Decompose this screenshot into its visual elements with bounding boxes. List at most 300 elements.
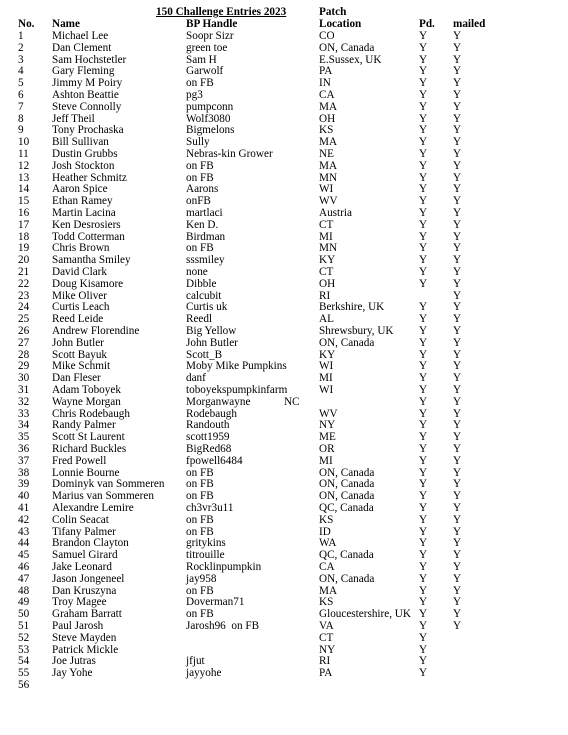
entry-number: 47 <box>18 572 30 585</box>
entry-name: Steve Connolly <box>52 100 122 113</box>
header-handle: BP Handle <box>186 18 238 30</box>
table-row <box>0 220 568 232</box>
entry-handle: calcubit <box>186 289 222 302</box>
entry-mailed: Y <box>453 77 462 90</box>
entry-name: Marius van Sommeren <box>52 490 154 503</box>
entry-paid: Y <box>419 513 428 526</box>
entry-handle: Jarosh96 on FB <box>186 620 260 632</box>
entry-location: CT <box>319 266 334 278</box>
entry-handle: Rocklinpumpkin <box>186 561 262 573</box>
entry-location: ID <box>319 525 331 538</box>
entry-location: ON, Canada <box>319 41 375 54</box>
table-row <box>0 43 568 55</box>
entry-name: Mike Schmit <box>52 360 111 373</box>
entry-number: 5 <box>18 77 24 90</box>
entry-name: Joe Jutras <box>52 655 96 668</box>
entry-handle: Sam H <box>186 53 217 66</box>
entry-number: 52 <box>18 631 30 644</box>
entry-paid: Y <box>419 53 428 66</box>
entry-paid: Y <box>419 159 428 172</box>
entry-location: WI <box>319 183 334 196</box>
entry-mailed: Y <box>453 395 462 408</box>
entry-name: Patrick Mickle <box>52 643 119 656</box>
entry-name: Dan Fleser <box>52 372 101 385</box>
entry-name: Samantha Smiley <box>52 254 131 267</box>
entry-number: 9 <box>18 124 24 137</box>
entry-location: KY <box>319 254 336 267</box>
entry-number: 53 <box>18 643 30 656</box>
entry-location: CA <box>319 561 335 573</box>
entry-location: CO <box>319 30 335 42</box>
entry-location: MI <box>319 230 333 243</box>
entry-number: 48 <box>18 584 30 597</box>
entry-paid: Y <box>419 218 428 231</box>
entry-location: Shrewsbury, UK <box>319 325 394 337</box>
entry-handle: on FB <box>186 490 214 503</box>
entry-mailed: Y <box>453 466 462 479</box>
entry-mailed: Y <box>453 159 462 172</box>
entry-location: AL <box>319 313 334 326</box>
entry-paid: Y <box>419 643 428 656</box>
entry-name: Bill Sullivan <box>52 136 109 149</box>
entry-number: 14 <box>18 183 30 196</box>
entry-name: Dan Clement <box>52 41 112 54</box>
entry-handle: ch3vr3u11 <box>186 502 234 514</box>
entry-paid: Y <box>419 313 428 326</box>
entry-number: 40 <box>18 490 30 503</box>
entry-mailed: Y <box>453 277 462 290</box>
header-mailed: mailed <box>453 18 486 30</box>
entry-number: 6 <box>18 89 24 101</box>
entry-paid: Y <box>419 136 428 149</box>
entry-name: Dustin Grubbs <box>52 148 118 160</box>
entry-mailed: Y <box>453 502 462 514</box>
entry-location: OR <box>319 443 335 455</box>
entry-handle: on FB <box>186 608 214 621</box>
table-row <box>0 279 568 291</box>
entry-name: Scott St Laurent <box>52 431 125 444</box>
entry-paid: Y <box>419 336 428 349</box>
entry-number: 25 <box>18 313 30 326</box>
entry-mailed: Y <box>453 549 462 562</box>
entry-location: NY <box>319 643 336 656</box>
entry-paid: Y <box>419 30 428 42</box>
entry-location: MN <box>319 171 338 184</box>
entry-name: Sam Hochstetler <box>52 53 127 66</box>
patch-column-label: Patch <box>319 6 347 18</box>
entry-mailed: Y <box>453 183 462 196</box>
entry-location: QC, Canada <box>319 549 374 562</box>
entry-mailed: Y <box>453 596 462 609</box>
table-row <box>0 338 568 350</box>
entry-location: MA <box>319 100 338 113</box>
entry-mailed: Y <box>453 443 462 455</box>
entry-location: MA <box>319 584 338 597</box>
entry-mailed: Y <box>453 537 462 550</box>
entry-name: Aaron Spice <box>52 183 108 196</box>
entry-paid: Y <box>419 419 428 432</box>
entry-location: PA <box>319 65 333 78</box>
entry-number: 33 <box>18 407 30 420</box>
entry-paid: Y <box>419 584 428 597</box>
entry-handle: martlaci <box>186 207 223 219</box>
entry-paid: Y <box>419 348 428 361</box>
entry-mailed: Y <box>453 348 462 361</box>
entry-handle: Bigmelons <box>186 124 235 137</box>
entry-paid: Y <box>419 65 428 78</box>
entry-paid: Y <box>419 596 428 609</box>
entry-paid: Y <box>419 242 428 255</box>
entry-mailed: Y <box>453 124 462 137</box>
entry-location: CA <box>319 89 335 101</box>
entry-paid: Y <box>419 207 428 219</box>
entry-number: 38 <box>18 466 30 479</box>
entry-handle: scott1959 <box>186 431 230 444</box>
entry-name: Wayne Morgan <box>52 395 121 408</box>
entry-number: 21 <box>18 266 30 278</box>
entry-name: Randy Palmer <box>52 419 116 432</box>
entry-handle: sssmiley <box>186 254 225 267</box>
entry-paid: Y <box>419 148 428 160</box>
entry-location: IN <box>319 77 331 90</box>
entry-name: Steve Mayden <box>52 631 117 644</box>
entry-name: Michael Lee <box>52 30 109 42</box>
entry-mailed: Y <box>453 561 462 573</box>
entry-mailed: Y <box>453 30 462 42</box>
entry-number: 15 <box>18 195 30 208</box>
entry-number: 18 <box>18 230 30 243</box>
entry-location: KY <box>319 348 336 361</box>
entry-paid: Y <box>419 655 428 668</box>
entry-name: Scott Bayuk <box>52 348 108 361</box>
entry-paid: Y <box>419 41 428 54</box>
entry-name: Paul Jarosh <box>52 620 104 632</box>
entry-handle: John Butler <box>186 336 238 349</box>
entry-mailed: Y <box>453 289 462 302</box>
entry-mailed: Y <box>453 195 462 208</box>
entry-location: KS <box>319 124 334 137</box>
entry-number: 50 <box>18 608 30 621</box>
entry-handle: Dibble <box>186 277 217 290</box>
entry-paid: Y <box>419 124 428 137</box>
entry-number: 51 <box>18 620 30 632</box>
entry-paid: Y <box>419 266 428 278</box>
entry-name: Andrew Florendine <box>52 325 140 337</box>
entry-handle: none <box>186 266 208 278</box>
entry-handle: Ken D. <box>186 218 219 231</box>
entry-number: 19 <box>18 242 30 255</box>
entry-mailed: Y <box>453 572 462 585</box>
entry-number: 23 <box>18 289 30 302</box>
entry-paid: Y <box>419 478 428 491</box>
entry-location: MI <box>319 372 333 385</box>
entry-name: Curtis Leach <box>52 301 110 314</box>
entry-number: 30 <box>18 372 30 385</box>
entry-number: 28 <box>18 348 30 361</box>
entry-number: 42 <box>18 513 30 526</box>
table-row <box>0 680 568 692</box>
entry-name: Dominyk van Sommeren <box>52 478 165 491</box>
entry-name: Adam Toboyek <box>52 384 121 396</box>
entry-paid: Y <box>419 277 428 290</box>
entry-mailed: Y <box>453 266 462 278</box>
entry-mailed: Y <box>453 254 462 267</box>
entry-paid: Y <box>419 407 428 420</box>
entry-name: Heather Schmitz <box>52 171 127 184</box>
entry-paid: Y <box>419 325 428 337</box>
entry-mailed: Y <box>453 41 462 54</box>
entry-mailed: Y <box>453 620 462 632</box>
entry-paid: Y <box>419 171 428 184</box>
entry-number: 26 <box>18 325 30 337</box>
table-row <box>0 397 568 409</box>
entry-paid: Y <box>419 183 428 196</box>
entry-location: RI <box>319 289 331 302</box>
entry-name: Lonnie Bourne <box>52 466 120 479</box>
entry-mailed: Y <box>453 242 462 255</box>
entry-location: CT <box>319 218 334 231</box>
entry-mailed: Y <box>453 478 462 491</box>
entry-mailed: Y <box>453 525 462 538</box>
entry-location: PA <box>319 667 333 680</box>
entry-name: Troy Magee <box>52 596 107 609</box>
entry-number: 13 <box>18 171 30 184</box>
entry-paid: Y <box>419 549 428 562</box>
entry-handle: Soopr Sizr <box>186 30 234 42</box>
entry-mailed: Y <box>453 100 462 113</box>
entry-name: Samuel Girard <box>52 549 118 562</box>
entry-handle: BigRed68 <box>186 443 232 455</box>
entry-handle: on FB <box>186 525 214 538</box>
entry-handle: Garwolf <box>186 65 224 78</box>
entry-mailed: Y <box>453 53 462 66</box>
entry-number: 37 <box>18 454 30 467</box>
entry-handle: on FB <box>186 466 214 479</box>
entry-handle: on FB <box>186 584 214 597</box>
entry-location: KS <box>319 596 334 609</box>
entry-mailed: Y <box>453 513 462 526</box>
entry-paid: Y <box>419 195 428 208</box>
entry-number: 54 <box>18 655 30 668</box>
table-row <box>0 633 568 645</box>
entry-name: Tifany Palmer <box>52 525 116 538</box>
entry-number: 43 <box>18 525 30 538</box>
entry-number: 16 <box>18 207 30 219</box>
entry-paid: Y <box>419 395 428 408</box>
entry-mailed: Y <box>453 407 462 420</box>
entry-paid: Y <box>419 537 428 550</box>
entry-location: NY <box>319 419 336 432</box>
entry-name: David Clark <box>52 266 107 278</box>
entry-mailed: Y <box>453 112 462 125</box>
entry-location: E.Sussex, UK <box>319 53 382 66</box>
entry-mailed: Y <box>453 384 462 396</box>
entry-mailed: Y <box>453 608 462 621</box>
entry-location: MA <box>319 159 338 172</box>
entry-location: ON, Canada <box>319 478 375 491</box>
entry-name: Dan Kruszyna <box>52 584 117 597</box>
entry-mailed: Y <box>453 454 462 467</box>
entry-number: 10 <box>18 136 30 149</box>
entry-paid: Y <box>419 561 428 573</box>
entry-name: Ethan Ramey <box>52 195 113 208</box>
entry-handle: jay958 <box>186 572 217 585</box>
entry-name: Colin Seacat <box>52 513 109 526</box>
entry-mailed: Y <box>453 65 462 78</box>
entry-paid: Y <box>419 100 428 113</box>
entry-number: 2 <box>18 41 24 54</box>
entry-location: WA <box>319 537 337 550</box>
entry-handle: on FB <box>186 242 214 255</box>
entry-paid: Y <box>419 360 428 373</box>
entry-location: NE <box>319 148 334 160</box>
entry-handle: jfjut <box>186 655 205 668</box>
entry-mailed: Y <box>453 207 462 219</box>
entry-handle: Reedl <box>186 313 213 326</box>
entry-number: 49 <box>18 596 30 609</box>
entry-number: 29 <box>18 360 30 373</box>
entry-number: 20 <box>18 254 30 267</box>
entry-number: 41 <box>18 502 30 514</box>
entry-paid: Y <box>419 384 428 396</box>
entry-handle: Curtis uk <box>186 301 228 314</box>
entry-handle: titrouille <box>186 549 225 562</box>
table-row <box>0 161 568 173</box>
entry-handle: green toe <box>186 41 228 54</box>
entry-mailed: Y <box>453 148 462 160</box>
entry-location: ON, Canada <box>319 490 375 503</box>
entry-handle: Nebras-kin Grower <box>186 148 273 160</box>
entry-location: KS <box>319 513 334 526</box>
entry-location: WV <box>319 195 338 208</box>
entry-handle: Wolf3080 <box>186 112 231 125</box>
entry-paid: Y <box>419 230 428 243</box>
entry-paid: Y <box>419 89 428 101</box>
entry-mailed: Y <box>453 89 462 101</box>
entry-name: Reed Leide <box>52 313 104 326</box>
entry-paid: Y <box>419 620 428 632</box>
entry-name: Brandon Clayton <box>52 537 129 550</box>
entry-number: 7 <box>18 100 24 113</box>
entry-handle: toboyekspumpkinfarm <box>186 384 288 396</box>
entry-mailed: Y <box>453 313 462 326</box>
entry-handle: jayyohe <box>186 667 222 680</box>
entry-mailed: Y <box>453 336 462 349</box>
entry-location: WI <box>319 384 334 396</box>
entry-mailed: Y <box>453 171 462 184</box>
entry-location: WI <box>319 360 334 373</box>
entry-paid: Y <box>419 490 428 503</box>
entry-paid: Y <box>419 431 428 444</box>
entry-paid: Y <box>419 502 428 514</box>
entry-paid: Y <box>419 77 428 90</box>
header-location: Location <box>319 18 362 30</box>
entry-handle: pumpconn <box>186 100 234 113</box>
entry-paid: Y <box>419 572 428 585</box>
table-row <box>0 668 568 680</box>
entry-handle: on FB <box>186 77 214 90</box>
header-no: No. <box>18 18 35 30</box>
entry-name: Richard Buckles <box>52 443 127 455</box>
entry-mailed: Y <box>453 218 462 231</box>
entry-mailed: Y <box>453 360 462 373</box>
entry-number: 36 <box>18 443 30 455</box>
entry-handle: Scott_B <box>186 348 223 361</box>
entry-handle: danf <box>186 372 206 385</box>
entry-number: 56 <box>18 679 30 691</box>
entry-handle: on FB <box>186 513 214 526</box>
entry-name: Chris Rodebaugh <box>52 407 130 420</box>
entry-mailed: Y <box>453 136 462 149</box>
entry-mailed: Y <box>453 372 462 385</box>
entry-paid: Y <box>419 372 428 385</box>
entry-handle: on FB <box>186 478 214 491</box>
entry-name: Todd Cotterman <box>52 230 125 243</box>
entry-paid: Y <box>419 525 428 538</box>
table-row <box>0 515 568 527</box>
entry-name: Ashton Beattie <box>52 89 119 101</box>
entry-name: Graham Barratt <box>52 608 122 621</box>
entry-handle: fpowell6484 <box>186 454 243 467</box>
entry-handle: Doverman71 <box>186 596 245 609</box>
entry-location: CT <box>319 631 334 644</box>
entry-name: Fred Powell <box>52 454 107 467</box>
entry-handle: Morganwayne NC <box>186 395 300 408</box>
entry-name: Tony Prochaska <box>52 124 124 137</box>
entry-name: Gary Fleming <box>52 65 115 78</box>
entry-location: WV <box>319 407 338 420</box>
entry-handle: gritykins <box>186 537 226 550</box>
entry-number: 27 <box>18 336 30 349</box>
entry-number: 3 <box>18 53 24 66</box>
entry-location: VA <box>319 620 334 632</box>
entry-name: Chris Brown <box>52 242 110 255</box>
entry-mailed: Y <box>453 301 462 314</box>
entry-number: 32 <box>18 395 30 408</box>
entry-handle: Randouth <box>186 419 230 432</box>
entry-number: 11 <box>18 148 29 160</box>
entry-name: Jason Jongeneel <box>52 572 125 585</box>
entry-location: Austria <box>319 207 352 219</box>
entry-paid: Y <box>419 631 428 644</box>
entry-mailed: Y <box>453 419 462 432</box>
table-row <box>0 456 568 468</box>
entry-number: 24 <box>18 301 30 314</box>
entry-name: Jake Leonard <box>52 561 112 573</box>
entry-number: 31 <box>18 384 30 396</box>
entry-mailed: Y <box>453 325 462 337</box>
entry-paid: Y <box>419 454 428 467</box>
entry-name: Martin Lacina <box>52 207 116 219</box>
entry-paid: Y <box>419 112 428 125</box>
entry-number: 45 <box>18 549 30 562</box>
entry-number: 4 <box>18 65 24 78</box>
entry-mailed: Y <box>453 230 462 243</box>
entry-location: QC, Canada <box>319 502 374 514</box>
entry-handle: Sully <box>186 136 210 149</box>
entry-location: ON, Canada <box>319 336 375 349</box>
entry-location: Gloucestershire, UK <box>319 608 411 621</box>
entry-number: 55 <box>18 667 30 680</box>
entry-name: John Butler <box>52 336 104 349</box>
table-row <box>0 102 568 114</box>
entry-location: ON, Canada <box>319 466 375 479</box>
entry-handle: on FB <box>186 171 214 184</box>
entry-location: MA <box>319 136 338 149</box>
entry-handle: pg3 <box>186 89 203 101</box>
entry-paid: Y <box>419 254 428 267</box>
entry-number: 17 <box>18 218 30 231</box>
